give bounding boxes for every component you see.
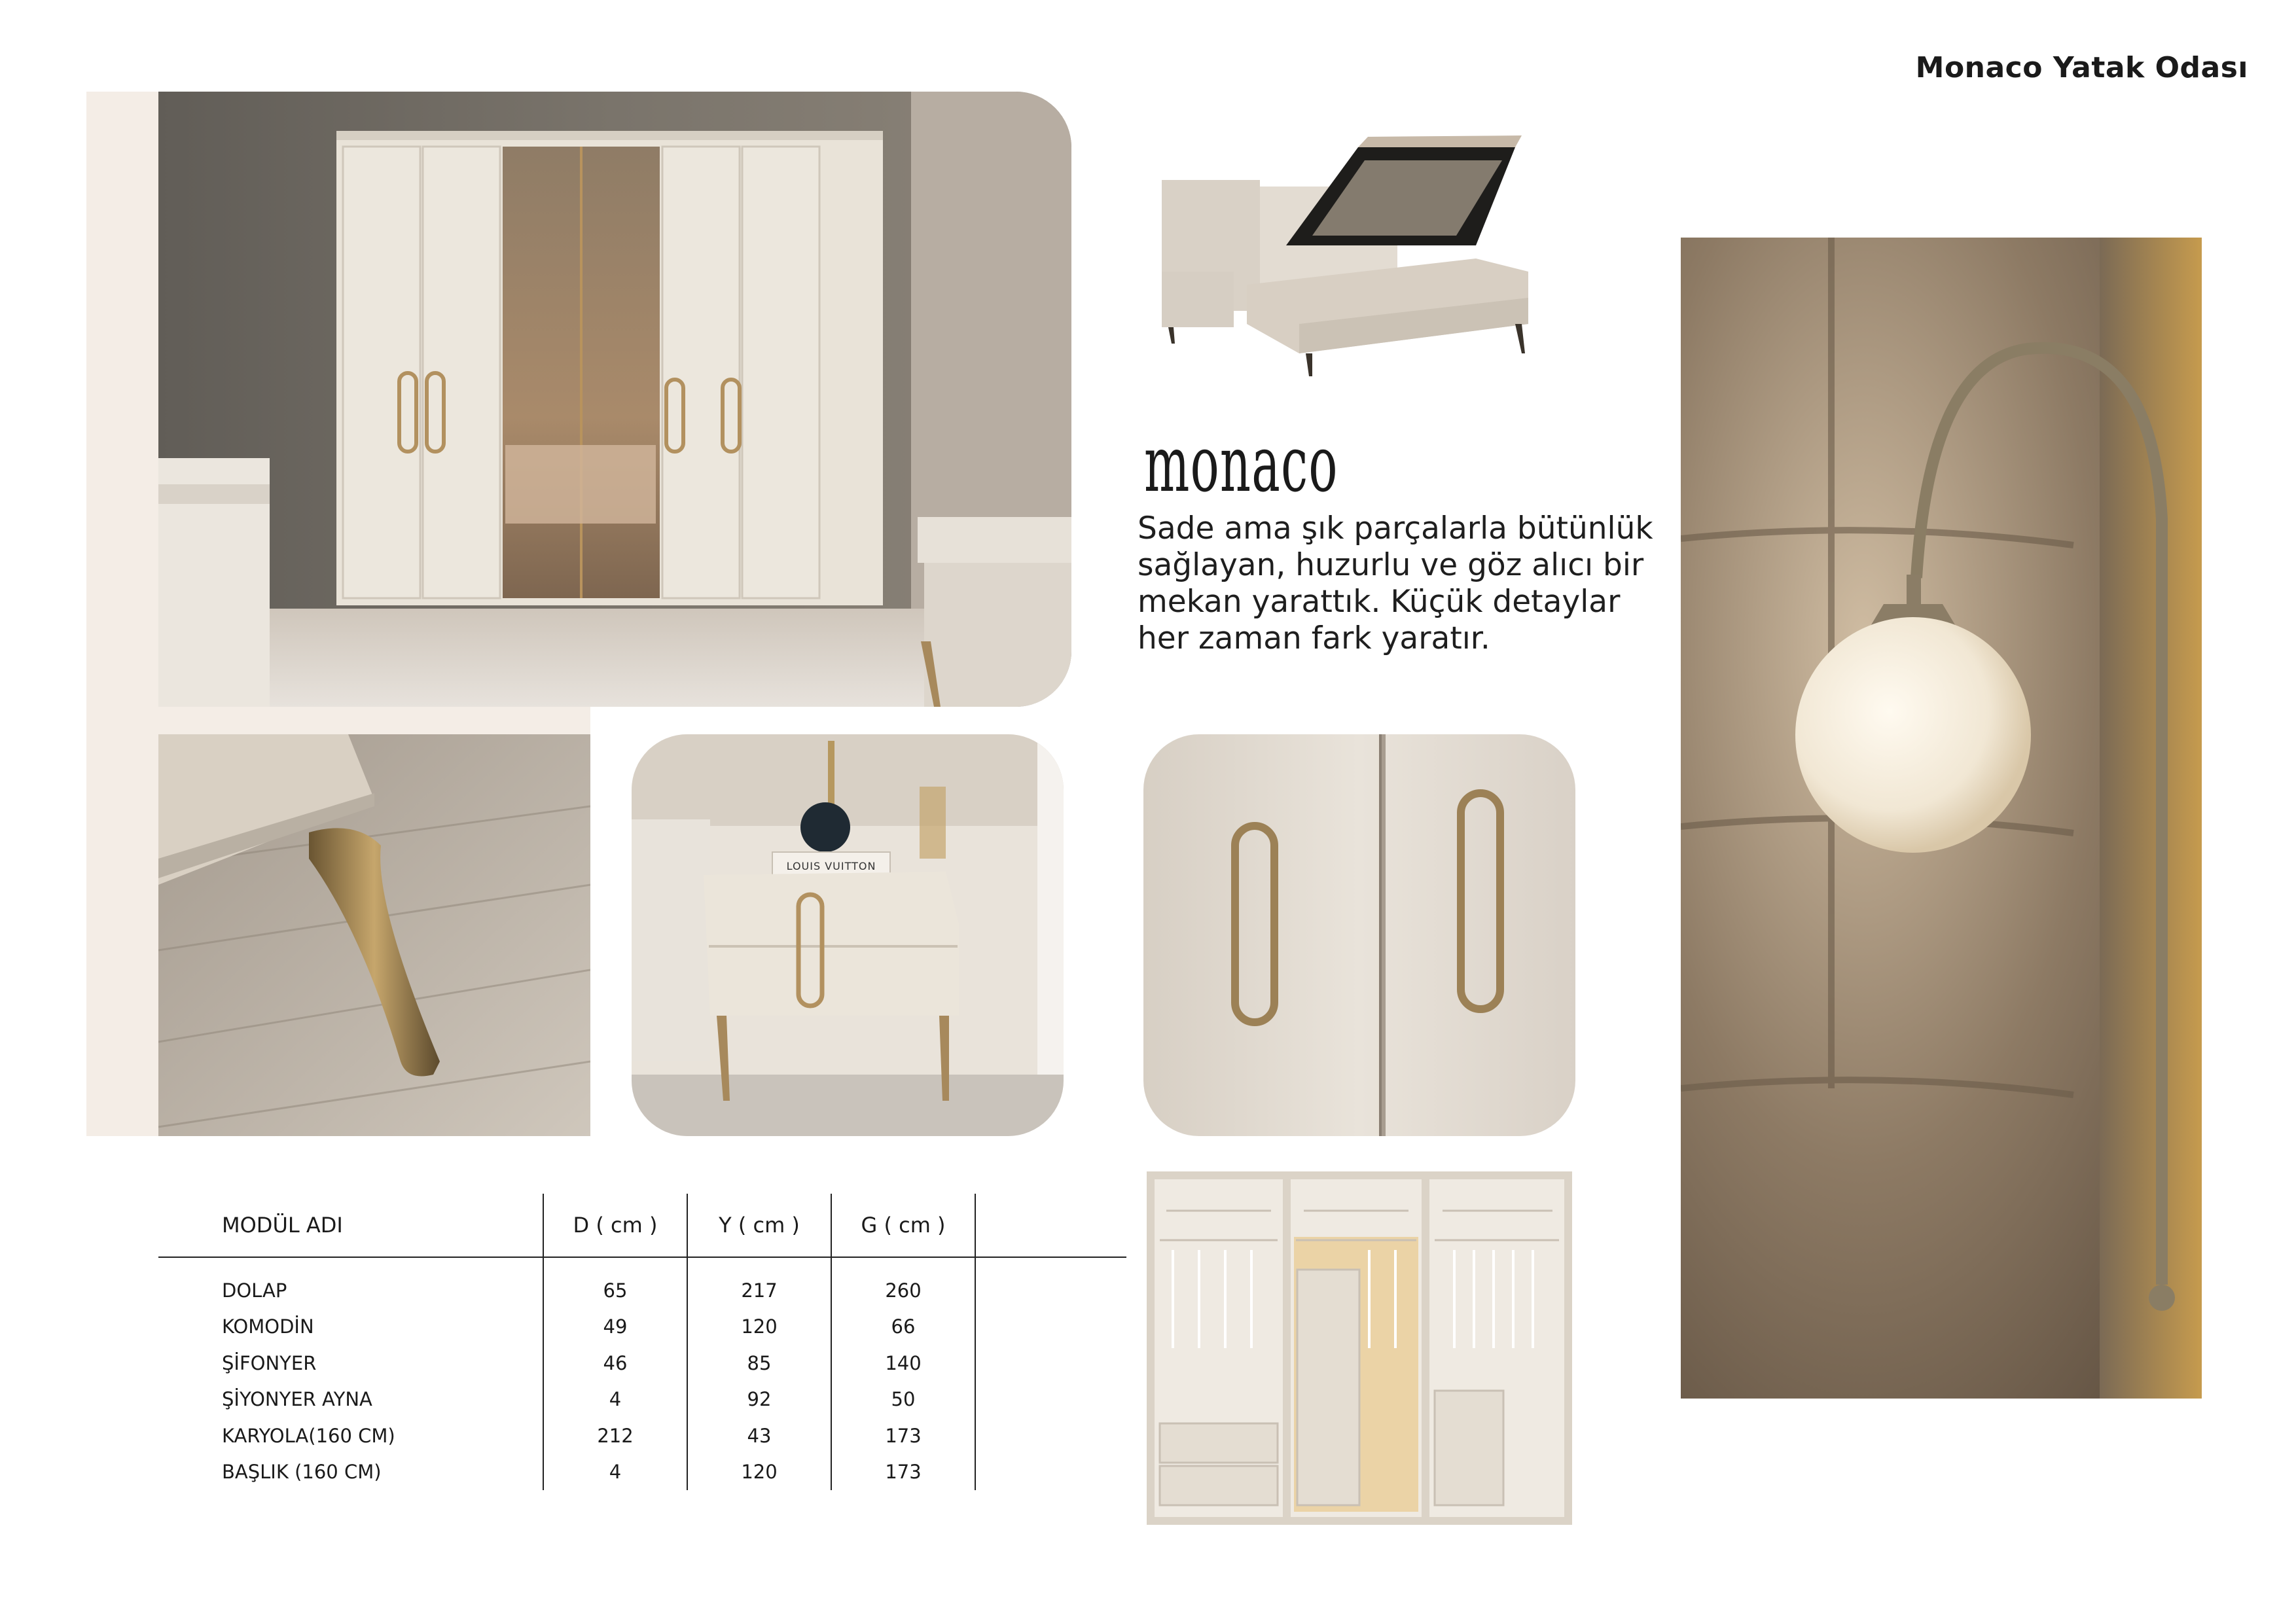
table-row (158, 1418, 1126, 1454)
cell-height: 85 (687, 1345, 831, 1382)
cell-height: 217 (687, 1257, 831, 1309)
cell-depth: 4 (543, 1454, 687, 1491)
leg-detail-photo (158, 734, 590, 1136)
bed-storage-photo (1149, 128, 1574, 393)
cell-empty (975, 1382, 1126, 1418)
cell-width: 66 (831, 1309, 975, 1346)
wall-lamp-photo (1681, 238, 2202, 1399)
cell-module: ŞİFONYER (222, 1351, 317, 1374)
cell-module: KOMODİN (222, 1315, 314, 1338)
cell-depth: 49 (543, 1309, 687, 1346)
header-depth: D ( cm ) (543, 1194, 687, 1257)
cell-height: 92 (687, 1382, 831, 1418)
cell-depth: 65 (543, 1257, 687, 1309)
cell-empty (975, 1454, 1126, 1491)
header-empty (975, 1194, 1126, 1257)
table-row (158, 1454, 1126, 1491)
cell-empty (975, 1309, 1126, 1346)
cell-module: ŞİYONYER AYNA (222, 1388, 372, 1411)
table-row (158, 1257, 1126, 1309)
handle-detail-photo (1143, 734, 1575, 1136)
cell-width: 173 (831, 1454, 975, 1491)
book-label: LOUIS VUITTON (786, 860, 876, 872)
cell-width: 173 (831, 1418, 975, 1454)
header-module: MODÜL ADI (222, 1213, 343, 1238)
cell-empty (975, 1418, 1126, 1454)
cell-height: 120 (687, 1454, 831, 1491)
nightstand-photo (632, 734, 1064, 1136)
cell-height: 120 (687, 1309, 831, 1346)
cell-module: BAŞLIK (160 CM) (222, 1461, 382, 1484)
cell-depth: 212 (543, 1418, 687, 1454)
cell-width: 140 (831, 1345, 975, 1382)
cell-width: 260 (831, 1257, 975, 1309)
table-row (158, 1382, 1126, 1418)
page-title: Monaco Yatak Odası (1915, 51, 2248, 84)
table-row (158, 1309, 1126, 1346)
cell-empty (975, 1257, 1126, 1309)
table-header-row (158, 1194, 1126, 1257)
cell-height: 43 (687, 1418, 831, 1454)
cell-empty (975, 1345, 1126, 1382)
wardrobe-photo (158, 92, 1071, 707)
spec-table (158, 1194, 1126, 1490)
cell-width: 50 (831, 1382, 975, 1418)
cell-depth: 4 (543, 1382, 687, 1418)
description-text: Sade ama şık parçalarla bütünlük sağlayan, huzurlu ve göz alıcı bir mekan yarattık. Küçük detaylar her zaman fark yaratır. (1138, 510, 1653, 656)
header-height: Y ( cm ) (687, 1194, 831, 1257)
cell-module: KARYOLA(160 CM) (222, 1424, 395, 1447)
cell-depth: 46 (543, 1345, 687, 1382)
header-width: G ( cm ) (831, 1194, 975, 1257)
wardrobe-interior-photo (1147, 1171, 1572, 1525)
table-row (158, 1345, 1126, 1382)
brand-logo: monaco (1144, 419, 1338, 509)
cell-module: DOLAP (222, 1279, 287, 1302)
